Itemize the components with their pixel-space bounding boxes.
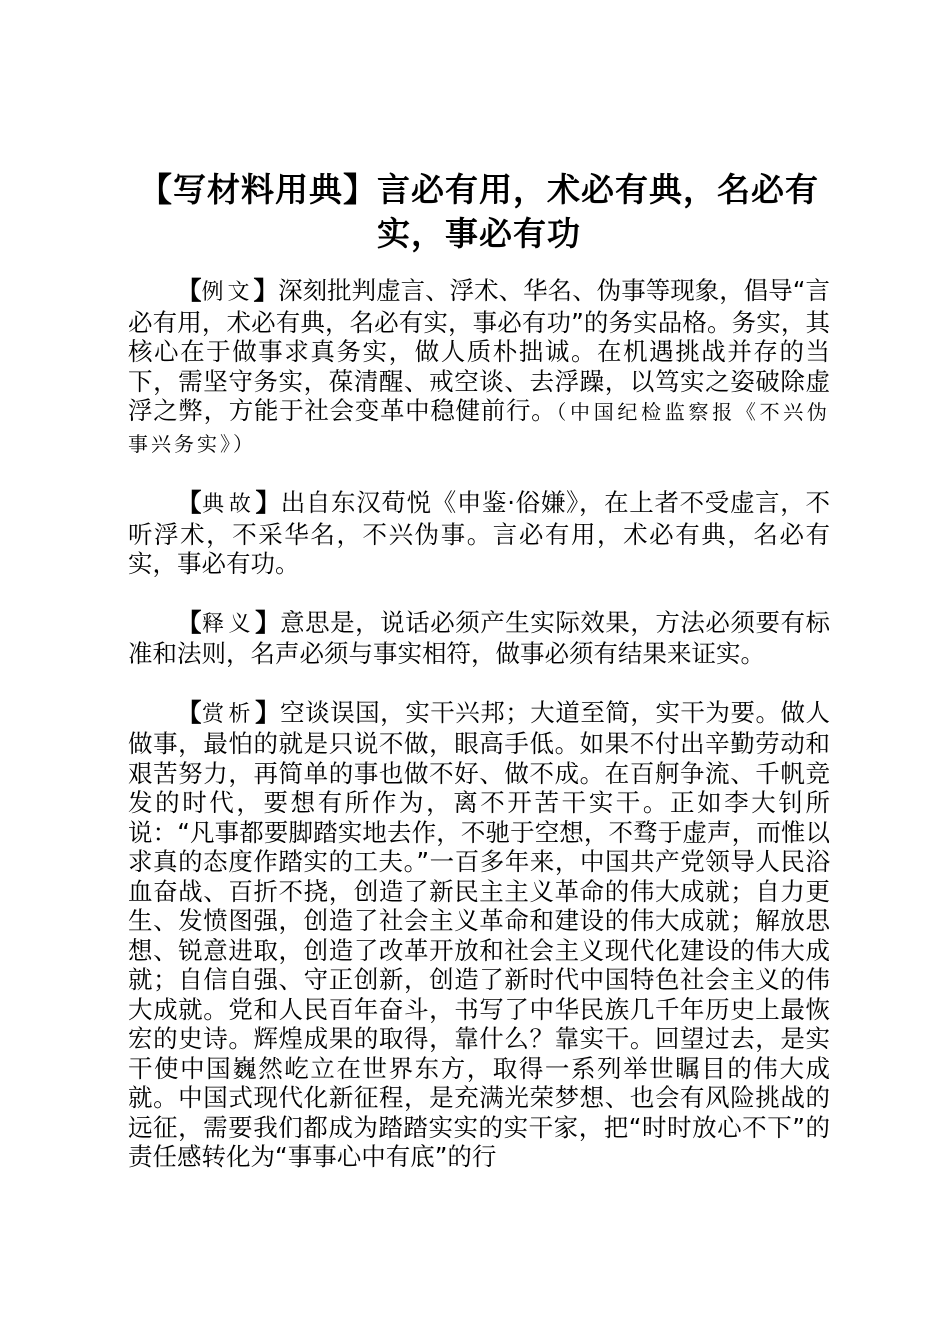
tag-close-bracket: 】 <box>253 276 279 305</box>
tag-label-allusion: 典故 <box>202 492 256 517</box>
paragraph-example <box>128 276 830 459</box>
tag-label-meaning: 释义 <box>202 611 256 637</box>
paragraph-text: 意思是，说话必须产生实际效果，方法必须要有标准和法则，名声必须与事实相符，做事必须有结果来证实。 <box>128 607 831 668</box>
tag-label-appreciation: 赏析 <box>202 701 256 727</box>
tag-open-bracket: 【 <box>177 697 203 727</box>
document-page <box>128 168 830 1201</box>
paragraph-text: 空谈误国，实干兴邦；大道至简，实干为要。做人做事，最怕的就是只说不做，眼高手低。如果不付出辛勤劳动和艰苦努力，再简单的事也做不好、做不成。在百舸争流、千帆竞发的时代，要想有所作为，离不开苦干实干。正如李大钊所说：“凡事都要脚踏实地去作，不驰于空想，不骛于虚声，而惟以求真的态度作踏实的工夫。”一百多年来，中国共产党领导人民浴血奋战、百折不挠，创造了新民主主义革命的伟大成就；自力更生、发愤图强，创造了社会主义革命和建设的伟大成就；解放思想、锐意进取，创造了改革开放和社会主义现代化建设的伟大成就；自信自强、守正创新，创造了新时代中国特色社会主义的伟大成就。党和人民百年奋斗，书写了中华民族几千年历史上最恢宏的史诗。辉煌成果的取得，靠什么？靠实干。回望过去，是实干使中国巍然屹立在世界东方，取得一系列举世瞩目的伟大成就。中国式现代化新征程，是充满光荣梦想、也会有风险挑战的远征，需要我们都成为踏踏实实的实干家，把“时时放心不下”的责任感转化为“事事心中有底”的行 <box>128 697 831 1171</box>
tag-open-bracket: 【 <box>177 276 202 305</box>
tag-label-example: 例文 <box>201 280 254 305</box>
source-citation: （中国纪检监察报《不兴伪事兴务实》） <box>128 400 831 456</box>
tag-close-bracket: 】 <box>255 488 281 517</box>
document-title: 【写材料用典】言必有用，术必有典，名必有实，事必有功 <box>139 170 819 253</box>
tag-close-bracket: 】 <box>255 607 281 637</box>
tag-open-bracket: 【 <box>177 607 203 637</box>
paragraph-text: 出自东汉荀悦《申鉴·俗嫌》，在上者不受虚言，不听浮术，不采华名，不兴伪事。言必有用，术必有典，名必有实，事必有功。 <box>128 488 830 578</box>
paragraph-meaning <box>128 608 830 669</box>
paragraph-appreciation <box>128 698 830 1172</box>
paragraph-text: 深刻批判虚言、浮术、华名、伪事等现象，倡导“言必有用，术必有典，名必有实，事必有功”的务实品格。务实，其核心在于做事求真务实，做人质朴拙诚。在机遇挑战并存的当下，需坚守务实，葆清醒、戒空谈、去浮躁，以笃实之姿破除虚浮之弊，方能于社会变革中稳健前行。 <box>128 276 830 425</box>
tag-open-bracket: 【 <box>177 488 203 517</box>
tag-close-bracket: 】 <box>255 697 281 727</box>
paragraph-allusion <box>128 488 830 579</box>
